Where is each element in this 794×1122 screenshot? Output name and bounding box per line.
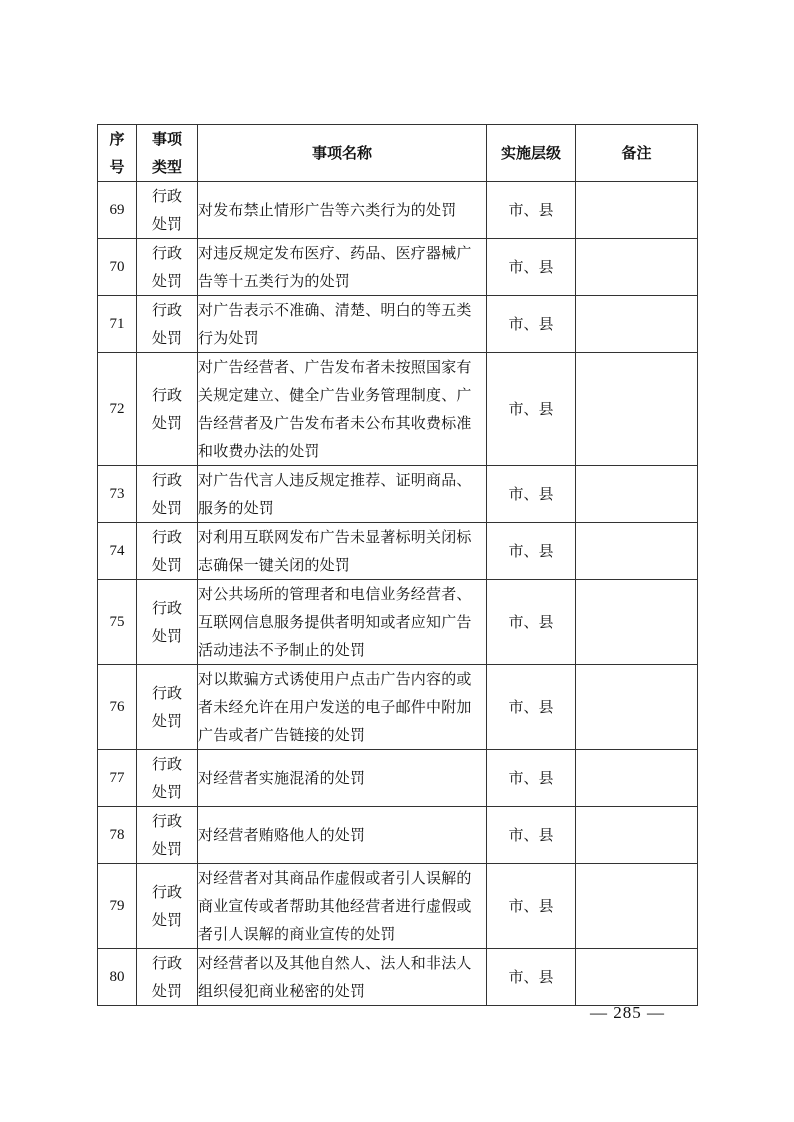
row-item-name: 对经营者以及其他自然人、法人和非法人组织侵犯商业秘密的处罚 (198, 949, 487, 1006)
row-type-part: 处罚 (151, 840, 182, 858)
row-number: 73 (98, 466, 137, 523)
row-level: 市、县 (487, 665, 576, 750)
row-type-part: 处罚 (151, 982, 182, 1000)
table-row (98, 466, 698, 523)
row-number: 80 (98, 949, 137, 1006)
row-type-part: 行政 (151, 684, 182, 702)
row-item-name: 对广告代言人违反规定推荐、证明商品、服务的处罚 (198, 466, 487, 523)
row-number: 77 (98, 750, 137, 807)
row-type-part: 处罚 (151, 783, 182, 801)
row-level: 市、县 (487, 750, 576, 807)
row-item-name: 对以欺骗方式诱使用户点击广告内容的或者未经允许在用户发送的电子邮件中附加广告或者广告链接的处罚 (198, 665, 487, 750)
row-number: 74 (98, 523, 137, 580)
row-level: 市、县 (487, 353, 576, 466)
row-note (576, 466, 698, 523)
row-type-part: 行政 (151, 954, 182, 972)
row-type-part: 处罚 (151, 911, 182, 929)
page-number: — 285 — (590, 1003, 665, 1022)
row-type (137, 182, 198, 239)
header-note: 备注 (576, 125, 698, 182)
row-type-part: 行政 (151, 528, 182, 546)
row-item-name: 对经营者贿赂他人的处罚 (198, 807, 487, 864)
row-type-part: 行政 (151, 599, 182, 617)
table-row (98, 665, 698, 750)
row-type (137, 353, 198, 466)
row-type (137, 523, 198, 580)
table-row (98, 949, 698, 1006)
row-number: 76 (98, 665, 137, 750)
row-level: 市、县 (487, 949, 576, 1006)
row-note (576, 864, 698, 949)
row-number: 75 (98, 580, 137, 665)
row-type-part: 行政 (151, 301, 182, 319)
row-note (576, 665, 698, 750)
row-type-part: 行政 (151, 755, 182, 773)
row-note (576, 296, 698, 353)
table-row (98, 353, 698, 466)
table-row (98, 523, 698, 580)
row-type (137, 807, 198, 864)
row-number: 70 (98, 239, 137, 296)
row-level: 市、县 (487, 864, 576, 949)
table-row (98, 864, 698, 949)
row-type-part: 行政 (151, 471, 182, 489)
row-note (576, 949, 698, 1006)
row-note (576, 182, 698, 239)
row-type-part: 行政 (151, 187, 182, 205)
row-level: 市、县 (487, 182, 576, 239)
row-number: 78 (98, 807, 137, 864)
table-row (98, 296, 698, 353)
header-name: 事项名称 (198, 125, 487, 182)
row-level: 市、县 (487, 296, 576, 353)
row-level: 市、县 (487, 580, 576, 665)
row-number: 69 (98, 182, 137, 239)
row-type-part: 行政 (151, 386, 182, 404)
table-row (98, 807, 698, 864)
row-number: 72 (98, 353, 137, 466)
row-item-name: 对利用互联网发布广告未显著标明关闭标志确保一键关闭的处罚 (198, 523, 487, 580)
row-type-part: 处罚 (151, 215, 182, 233)
row-item-name: 对违反规定发布医疗、药品、医疗器械广告等十五类行为的处罚 (198, 239, 487, 296)
row-number: 79 (98, 864, 137, 949)
row-item-name: 对广告表示不准确、清楚、明白的等五类行为处罚 (198, 296, 487, 353)
row-type (137, 949, 198, 1006)
row-note (576, 580, 698, 665)
row-level: 市、县 (487, 523, 576, 580)
row-type (137, 665, 198, 750)
row-type (137, 580, 198, 665)
row-level: 市、县 (487, 807, 576, 864)
row-item-name: 对广告经营者、广告发布者未按照国家有关规定建立、健全广告业务管理制度、广告经营者及广告发布者未公布其收费标准和收费办法的处罚 (198, 353, 487, 466)
row-item-name: 对发布禁止情形广告等六类行为的处罚 (198, 182, 487, 239)
row-type (137, 466, 198, 523)
row-number: 71 (98, 296, 137, 353)
row-item-name: 对经营者对其商品作虚假或者引人误解的商业宣传或者帮助其他经营者进行虚假或者引人误解的商业宣传的处罚 (198, 864, 487, 949)
table-row (98, 239, 698, 296)
row-type-part: 处罚 (151, 329, 182, 347)
row-level: 市、县 (487, 466, 576, 523)
table-row (98, 182, 698, 239)
table-header-row (98, 125, 698, 182)
header-type: 事项 类型 (137, 125, 198, 182)
row-type (137, 296, 198, 353)
row-note (576, 750, 698, 807)
row-note (576, 239, 698, 296)
items-table (97, 124, 698, 1006)
table-row (98, 580, 698, 665)
row-type-part: 行政 (151, 812, 182, 830)
row-type-part: 处罚 (151, 627, 182, 645)
row-type (137, 239, 198, 296)
row-type-part: 处罚 (151, 499, 182, 517)
row-item-name: 对公共场所的管理者和电信业务经营者、互联网信息服务提供者明知或者应知广告活动违法不予制止的处罚 (198, 580, 487, 665)
row-type-part: 处罚 (151, 556, 182, 574)
row-note (576, 353, 698, 466)
header-no: 序 号 (98, 125, 137, 182)
row-type-part: 行政 (151, 244, 182, 262)
row-type (137, 750, 198, 807)
row-type (137, 864, 198, 949)
table-row (98, 750, 698, 807)
row-item-name: 对经营者实施混淆的处罚 (198, 750, 487, 807)
row-level: 市、县 (487, 239, 576, 296)
row-type-part: 行政 (151, 883, 182, 901)
row-note (576, 807, 698, 864)
row-type-part: 处罚 (151, 272, 182, 290)
header-level: 实施层级 (487, 125, 576, 182)
row-type-part: 处罚 (151, 712, 182, 730)
row-note (576, 523, 698, 580)
row-type-part: 处罚 (151, 414, 182, 432)
